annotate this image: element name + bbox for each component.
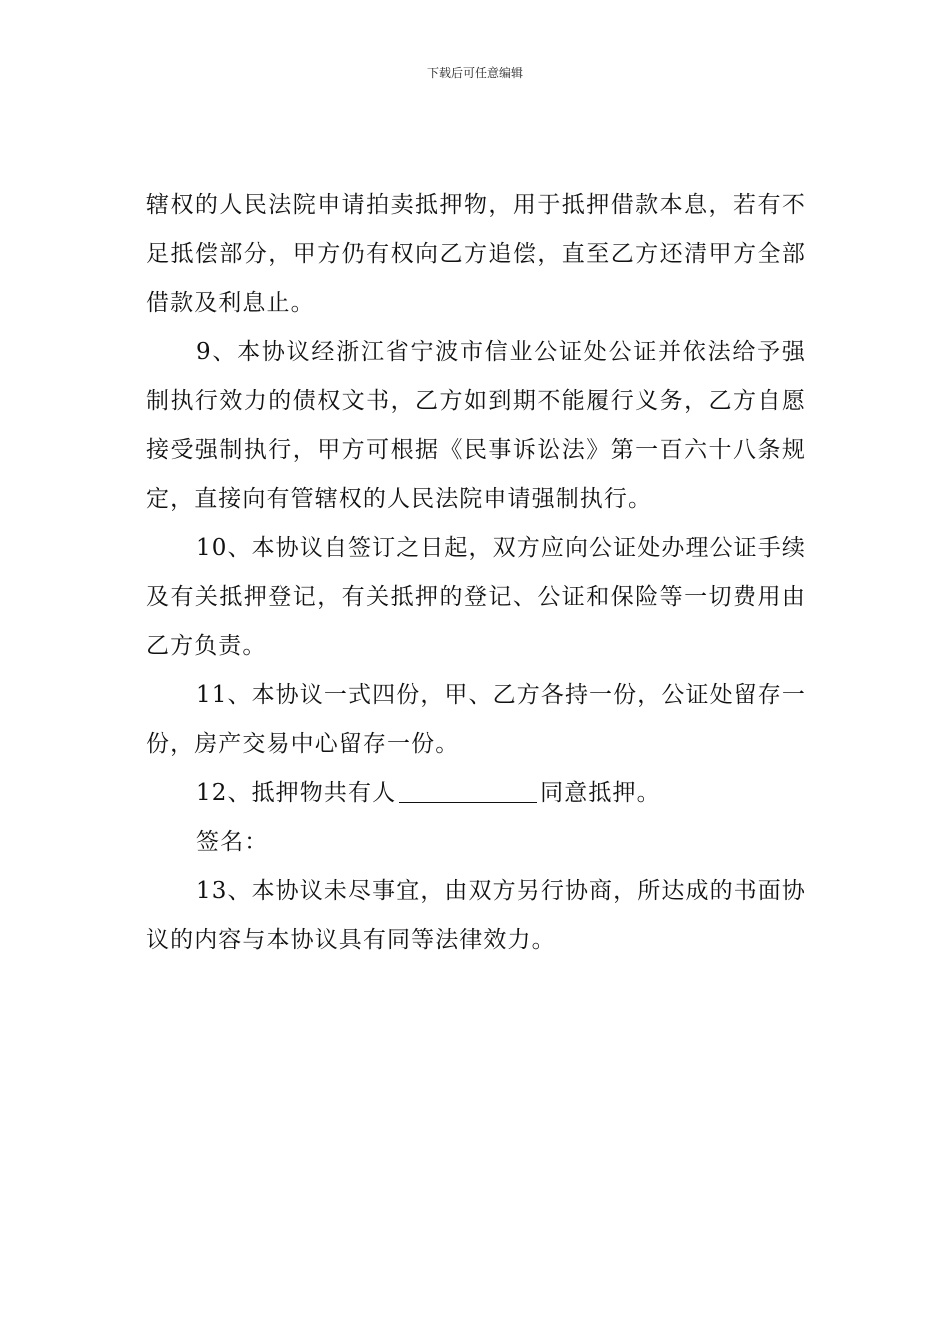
paragraph-8-continuation: 辖权的人民法院申请拍卖抵押物，用于抵押借款本息，若有不足抵偿部分，甲方仍有权向乙方追偿，直至乙方还清甲方全部借款及利息止。 xyxy=(146,192,806,316)
co-owner-blank-field[interactable] xyxy=(399,776,537,803)
paragraph-9: 9、本协议经浙江省宁波市信业公证处公证并依法给予强制执行效力的债权文书，乙方如到期不能履行义务，乙方自愿接受强制执行，甲方可根据《民事诉讼法》第一百六十八条规定，直接向有管辖权的人民法院申请强制执行。 xyxy=(146,339,806,512)
paragraph-10: 10、本协议自签订之日起，双方应向公证处办理公证手续及有关抵押登记，有关抵押的登记、公证和保险等一切费用由乙方负责。 xyxy=(146,535,806,659)
paragraph-11: 11、本协议一式四份，甲、乙方各持一份，公证处留存一份，房产交易中心留存一份。 xyxy=(146,682,806,757)
page-header-note: 下载后可任意编辑 xyxy=(426,66,523,80)
paragraph-12 xyxy=(146,769,806,818)
signature-label: 签名： xyxy=(196,829,269,855)
paragraph-12-lead: 12、抵押物共有人 xyxy=(196,780,397,806)
document-body xyxy=(146,181,806,965)
paragraph-12-tail: 同意抵押。 xyxy=(540,780,661,806)
paragraph-13: 13、本协议未尽事宜，由双方另行协商，所达成的书面协议的内容与本协议具有同等法律效力。 xyxy=(146,878,806,953)
